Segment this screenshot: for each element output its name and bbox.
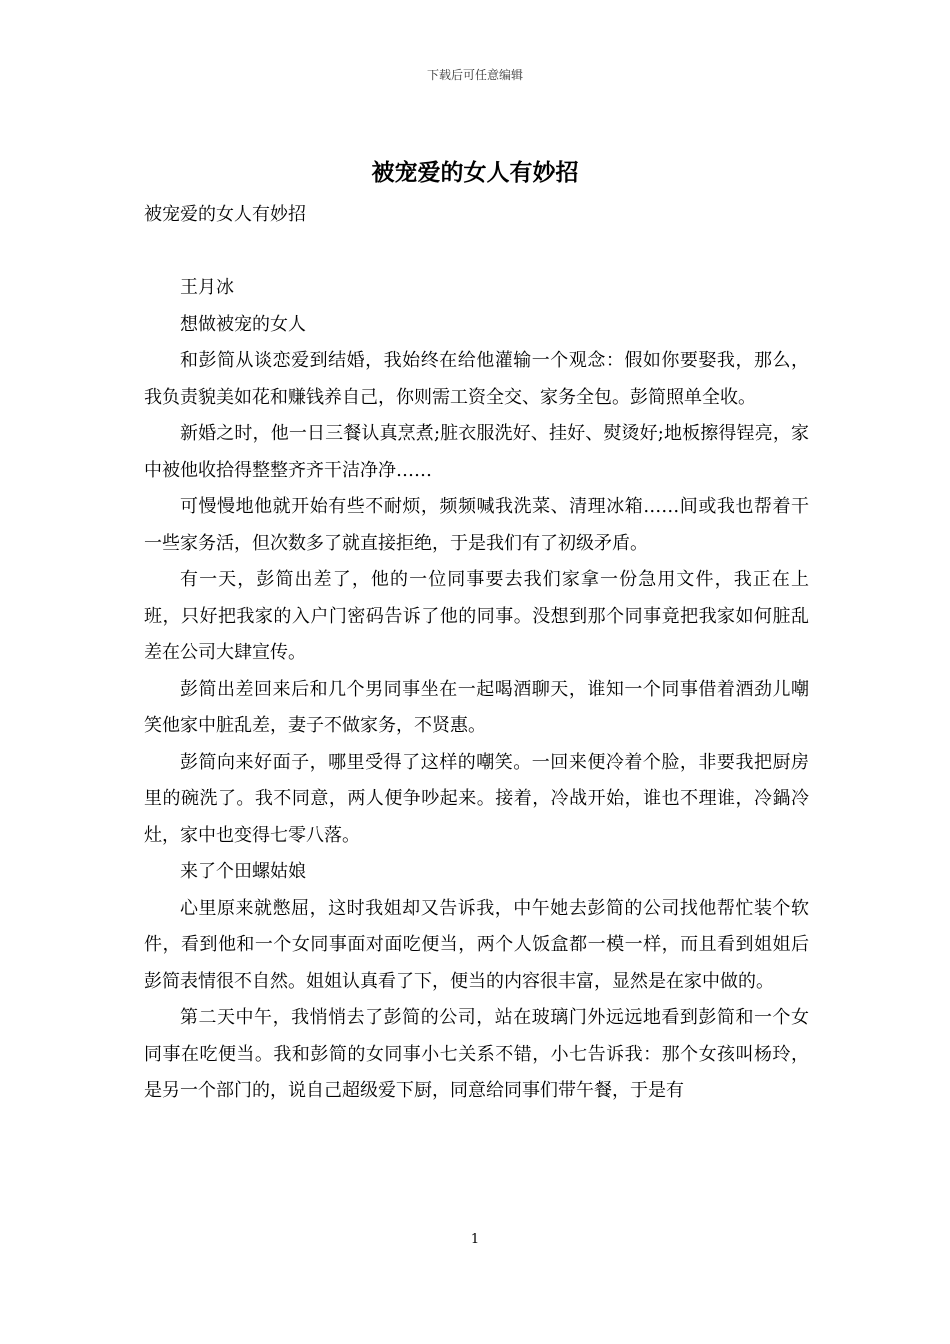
paragraph: 彭简向来好面子，哪里受得了这样的嘲笑。一回来便冷着个脸，非要我把厨房里的碗洗了。我不同意，两人便争吵起来。接着，冷战开始，谁也不理谁，冷鍋冷灶，家中也变得七零八落。 xyxy=(144,751,809,846)
paragraph: 有一天，彭简出差了，他的一位同事要去我们家拿一份急用文件，我正在上班，只好把我家的入户门密码告诉了他的同事。没想到那个同事竟把我家如何脏乱差在公司大肆宣传。 xyxy=(144,569,809,663)
header-note: 下载后可任意编辑 xyxy=(426,68,523,82)
page-number: 1 xyxy=(470,1232,480,1247)
paragraph: 可慢慢地他就开始有些不耐烦，频频喊我洗菜、清理冰箱……间或我也帮着干一些家务活，但次数多了就直接拒绝，于是我们有了初级矛盾。 xyxy=(144,496,809,554)
paragraph: 新婚之时，他一日三餐认真烹煮;脏衣服洗好、挂好、熨烫好;地板擦得锃亮，家中被他收拾得整整齐齐干洁净净…… xyxy=(144,423,809,481)
paragraph: 彭简出差回来后和几个男同事坐在一起喝酒聊天，谁知一个同事借着酒劲儿嘲笑他家中脏乱差，妻子不做家务，不贤惠。 xyxy=(144,678,809,736)
section-heading: 想做被宠的女人 xyxy=(180,313,306,335)
document-body xyxy=(144,197,809,1110)
author-line: 王月冰 xyxy=(180,277,234,298)
paragraph: 心里原来就憋屈，这时我姐却又告诉我，中午她去彭简的公司找他帮忙装个软件，看到他和一个女同事面对面吃便当，两个人饭盒都一模一样，而且看到姐姐后彭简表情很不自然。姐姐认真看了下，便当的内容很丰富，显然是在家中做的。 xyxy=(144,897,809,992)
section-heading: 来了个田螺姑娘 xyxy=(180,861,306,882)
document-title: 被宠爱的女人有妙招 xyxy=(371,159,579,186)
paragraph: 和彭简从谈恋爱到结婚，我始终在给他灌输一个观念：假如你要娶我，那么，我负责貌美如花和赚钱养自己，你则需工资全交、家务全包。彭简照单全收。 xyxy=(144,350,809,408)
subtitle-paragraph: 被宠爱的女人有妙招 xyxy=(144,204,306,225)
paragraph: 第二天中午，我悄悄去了彭简的公司，站在玻璃门外远远地看到彭简和一个女同事在吃便当。我和彭简的女同事小七关系不错，小七告诉我：那个女孩叫杨玲，是另一个部门的，说自己超级爱下厨，同意给同事们带午餐，于是有 xyxy=(144,1007,809,1101)
